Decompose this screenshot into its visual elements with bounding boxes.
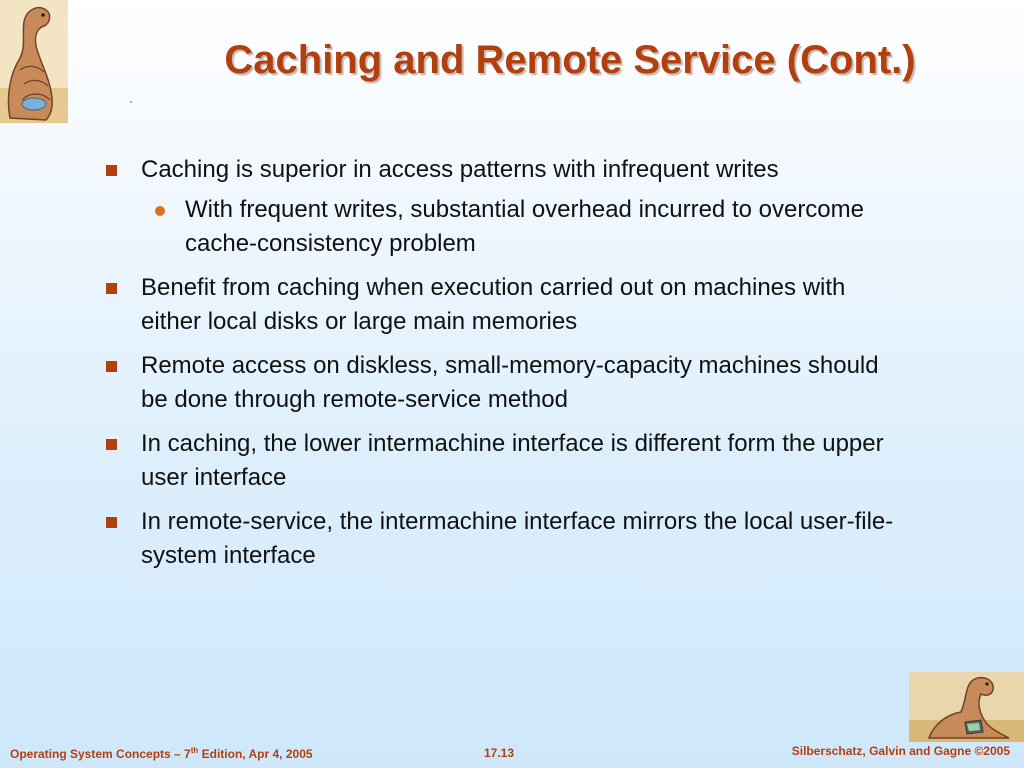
square-bullet-icon (106, 361, 117, 372)
bullet-item (104, 349, 904, 417)
slide-title: Caching and Remote Service (Cont.) (224, 38, 916, 82)
footer-slide-number: 17.13 (484, 746, 515, 760)
decorative-dot (130, 101, 132, 103)
dinosaur-logo-icon (0, 0, 68, 123)
sub-bullet-text: With frequent writes, substantial overhead incurred to overcome cache-consistency problem (185, 196, 864, 257)
sub-bullet-list (141, 193, 904, 261)
bullet-text: In caching, the lower intermachine interface is different form the upper user interface (141, 430, 884, 491)
square-bullet-icon (106, 439, 117, 450)
footer-book-title: Operating System Concepts – 7th Edition, Apr 4, 2005 (10, 746, 313, 761)
bullet-item (104, 505, 904, 573)
bullet-text: Caching is superior in access patterns with infrequent writes (141, 156, 779, 183)
bullet-item (104, 153, 904, 261)
bullet-item (104, 271, 904, 339)
round-bullet-icon (155, 206, 165, 216)
dinosaur-laptop-icon (909, 672, 1024, 742)
bullet-list (104, 153, 904, 583)
bullet-text: In remote-service, the intermachine interface mirrors the local user-file-system interface (141, 508, 894, 569)
square-bullet-icon (106, 517, 117, 528)
square-bullet-icon (106, 165, 117, 176)
footer-copyright: Silberschatz, Galvin and Gagne ©2005 (791, 744, 1010, 758)
bullet-text: Benefit from caching when execution carried out on machines with either local disks or large main memories (141, 274, 846, 335)
bullet-item (104, 427, 904, 495)
square-bullet-icon (106, 283, 117, 294)
sub-bullet-item (141, 193, 904, 261)
bullet-text: Remote access on diskless, small-memory-capacity machines should be done through remote-service method (141, 352, 879, 413)
